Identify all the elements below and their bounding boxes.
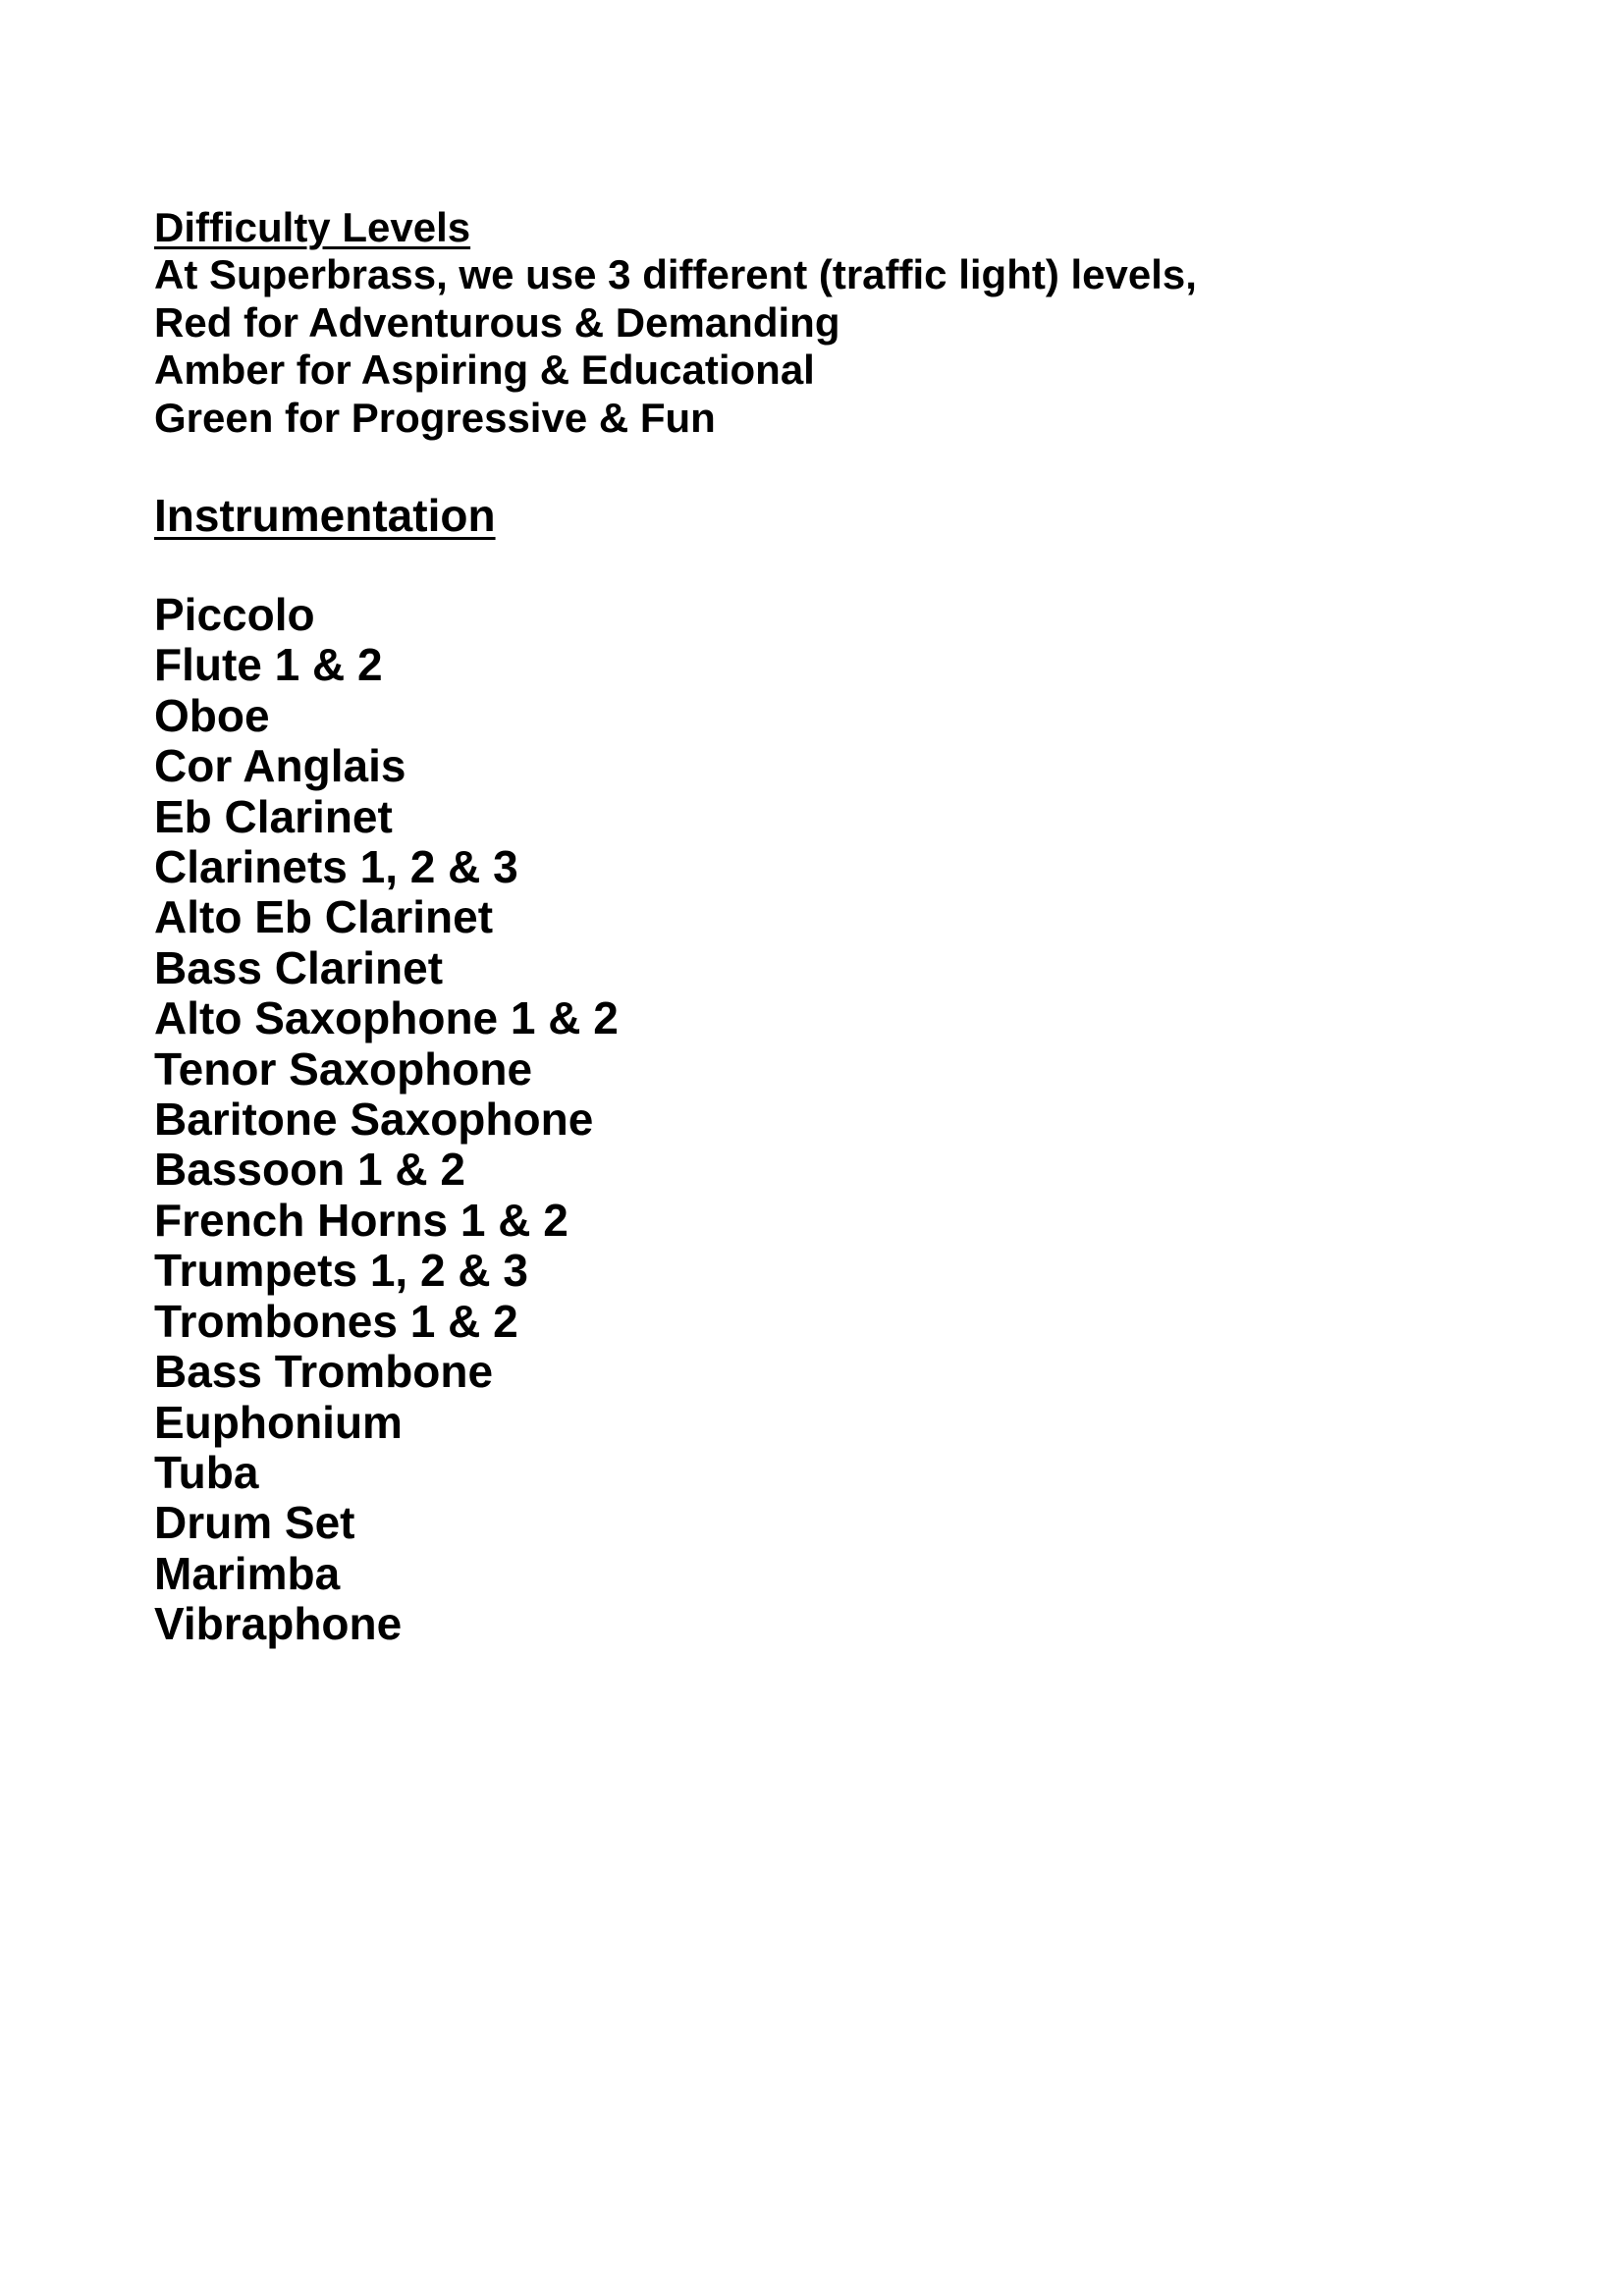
difficulty-intro-line: At Superbrass, we use 3 different (traffic light) levels, bbox=[154, 251, 1197, 297]
list-item: Oboe bbox=[154, 689, 270, 741]
list-item: Baritone Saxophone bbox=[154, 1094, 594, 1146]
difficulty-green-line: Green for Progressive & Fun bbox=[154, 394, 716, 441]
difficulty-levels-heading: Difficulty Levels bbox=[154, 204, 471, 250]
list-item: Drum Set bbox=[154, 1497, 355, 1549]
list-item: Trumpets 1, 2 & 3 bbox=[154, 1245, 528, 1297]
list-item: Trombones 1 & 2 bbox=[154, 1295, 518, 1347]
list-item: French Horns 1 & 2 bbox=[154, 1194, 568, 1246]
list-item: Vibraphone bbox=[154, 1598, 403, 1650]
list-item: Bass Trombone bbox=[154, 1346, 494, 1398]
list-item: Marimba bbox=[154, 1547, 341, 1599]
difficulty-description bbox=[154, 251, 1431, 442]
list-item: Eb Clarinet bbox=[154, 790, 393, 842]
difficulty-red-line: Red for Adventurous & Demanding bbox=[154, 298, 840, 346]
list-item: Alto Eb Clarinet bbox=[154, 891, 494, 943]
list-item: Clarinets 1, 2 & 3 bbox=[154, 841, 518, 893]
list-item: Euphonium bbox=[154, 1396, 403, 1448]
list-item: Bassoon 1 & 2 bbox=[154, 1144, 465, 1196]
instrumentation-heading: Instrumentation bbox=[154, 490, 496, 541]
difficulty-amber-line: Amber for Aspiring & Educational bbox=[154, 347, 815, 393]
list-item: Piccolo bbox=[154, 589, 315, 640]
list-item: Tuba bbox=[154, 1446, 259, 1498]
list-item: Tenor Saxophone bbox=[154, 1042, 533, 1095]
list-item: Cor Anglais bbox=[154, 740, 406, 792]
list-item: Alto Saxophone 1 & 2 bbox=[154, 992, 619, 1044]
instrument-list bbox=[154, 590, 1431, 1650]
list-item: Flute 1 & 2 bbox=[154, 639, 383, 691]
document-content bbox=[154, 204, 1431, 1650]
list-item: Bass Clarinet bbox=[154, 941, 444, 993]
